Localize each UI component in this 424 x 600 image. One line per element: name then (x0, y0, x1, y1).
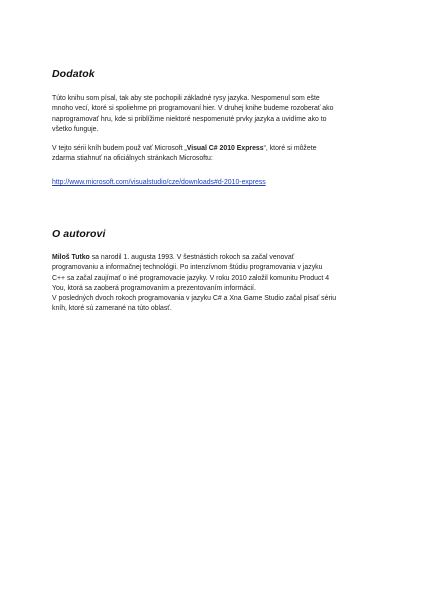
visual-studio-text-a: V tejto sérii kníh budem použ vať Microsoft „ (52, 145, 187, 152)
appendix-intro-line-3: naprogramovať hru, kde si priblížime niektoré nespomenuté prvky jazyka a uvidíme ako to (52, 115, 327, 123)
appendix-intro-line-2: mnoho vecí, ktoré si spoliehme pri programovaní hier. V druhej knihe budeme rozoberať ako (52, 105, 334, 113)
appendix-intro-line-1: Túto knihu som písal, tak aby ste pochopili základné rysy jazyka. Nespomenul som ešte (52, 95, 320, 102)
appendix-intro-paragraph (52, 94, 382, 135)
visual-studio-product-name: Visual C# 2010 Express (186, 145, 264, 152)
author-line-2: programovaniu a informačnej technológii. Po intenzívnom štúdiu programovania v jazyku (52, 264, 323, 272)
author-line-1 (52, 253, 382, 263)
appendix-heading: Dodatok (52, 68, 95, 80)
author-line-4: You, ktorá sa zaoberá programovaním a prezentovaním informácií. (52, 284, 256, 292)
author-line-5: V posledných dvoch rokoch programovania v jazyku C# a Xna Game Studio začal písať sériu (52, 295, 337, 303)
visual-studio-line-2: zdarma stiahnuť na oficiálnych stránkach Microsoftu: (52, 155, 213, 163)
author-name: Miloš Tutko (52, 254, 90, 261)
visual-studio-line-1 (52, 144, 382, 154)
appendix-intro-line-4: všetko funguje. (52, 125, 99, 133)
visual-studio-paragraph (52, 144, 382, 165)
author-line-3: C++ sa začal zaujímať o iné programovacie jazyky. V roku 2010 založil komunitu Product 4 (52, 274, 330, 282)
author-line-1-rest: sa narodil 1. augusta 1993. V šestnástich rokoch sa začal venovať (89, 254, 295, 261)
author-line-6: kníh, ktoré sú zamerané na túto oblasť. (52, 305, 172, 313)
author-heading: O autorovi (52, 228, 106, 240)
download-link[interactable]: http://www.microsoft.com/visualstudio/cze/downloads#d-2010-express (52, 179, 266, 186)
visual-studio-text-b: “, ktoré si môžete (263, 145, 317, 152)
author-paragraph (52, 253, 382, 315)
